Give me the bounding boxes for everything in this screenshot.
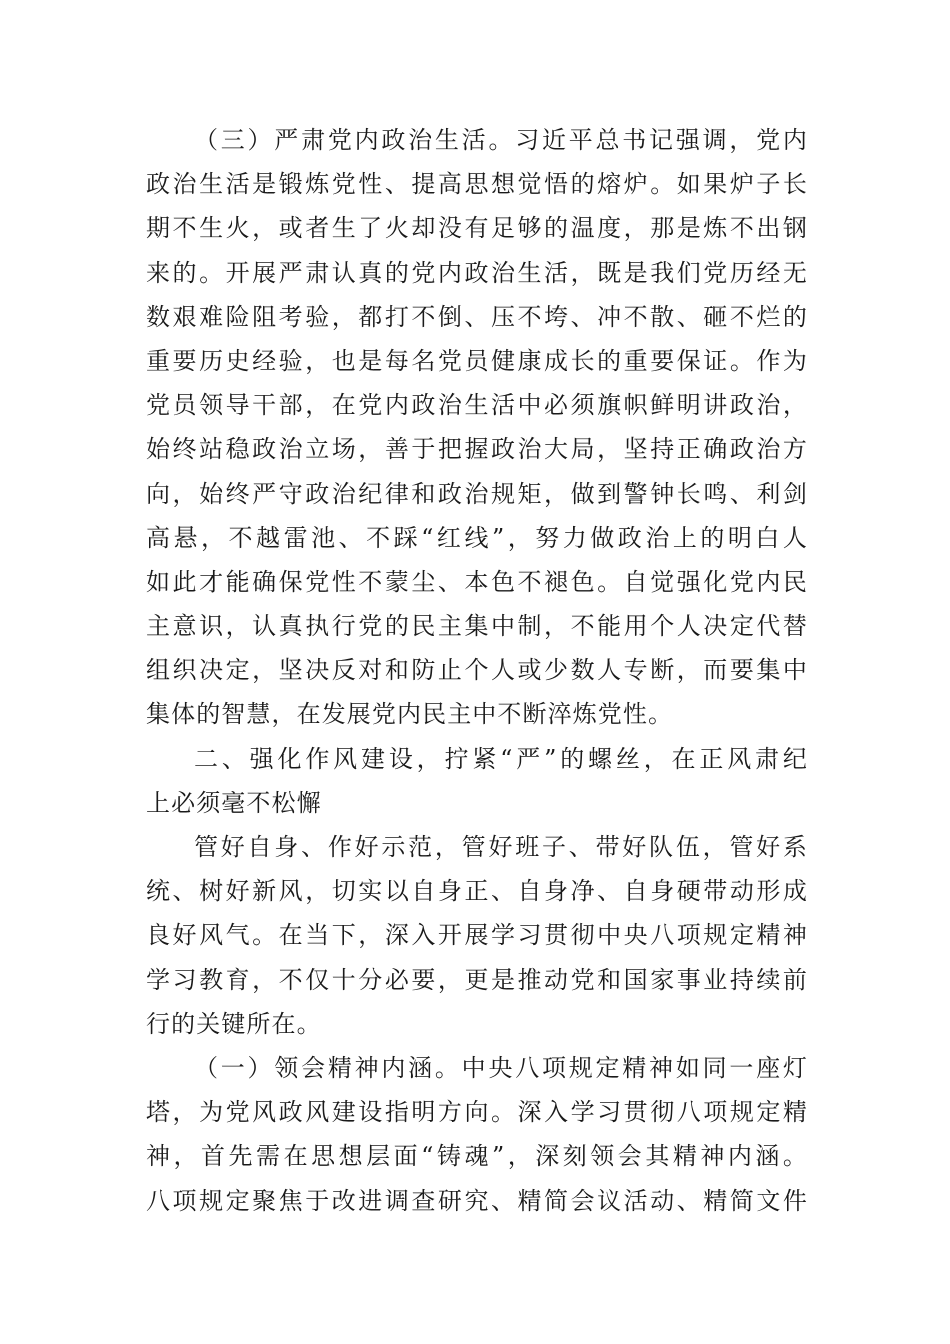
- text-line: 高悬，不越雷池、不踩“红线”，努力做政治上的明白人: [146, 523, 808, 552]
- text-line: 期不生火，或者生了火却没有足够的温度，那是炼不出钢: [146, 214, 808, 243]
- text-line: 神，首先需在思想层面“铸魂”，深刻领会其精神内涵。: [146, 1142, 808, 1171]
- text-line: 集体的智慧，在发展党内民主中不断淬炼党性。: [146, 700, 674, 729]
- text-line: （一）领会精神内涵。中央八项规定精神如同一座灯: [194, 1053, 808, 1082]
- text-line: 统、树好新风，切实以自身正、自身净、自身硬带动形成: [146, 877, 808, 906]
- text-line: 数艰难险阻考验，都打不倒、压不垮、冲不散、砸不烂的: [146, 302, 808, 331]
- document-body: [146, 118, 808, 1223]
- text-line: 党员领导干部，在党内政治生活中必须旗帜鲜明讲政治，: [146, 391, 808, 420]
- text-line: 来的。开展严肃认真的党内政治生活，既是我们党历经无: [146, 258, 808, 287]
- text-line: 政治生活是锻炼党性、提高思想觉悟的熔炉。如果炉子长: [146, 170, 808, 199]
- text-line: 如此才能确保党性不蒙尘、本色不褪色。自觉强化党内民: [146, 567, 808, 596]
- text-line: 始终站稳政治立场，善于把握政治大局，坚持正确政治方: [146, 435, 808, 464]
- text-line: 塔，为党风政风建设指明方向。深入学习贯彻八项规定精: [146, 1098, 808, 1127]
- text-line: 上必须毫不松懈: [146, 788, 322, 817]
- text-line: 管好自身、作好示范，管好班子、带好队伍，管好系: [194, 833, 808, 861]
- text-line: 八项规定聚焦于改进调查研究、精简会议活动、精简文件: [146, 1186, 808, 1215]
- text-line: 行的关键所在。: [146, 1009, 322, 1038]
- text-line: 向，始终严守政治纪律和政治规矩，做到警钟长鸣、利剑: [146, 479, 808, 508]
- text-line: （三）严肃党内政治生活。习近平总书记强调，党内: [194, 126, 808, 154]
- text-line: 良好风气。在当下，深入开展学习贯彻中央八项规定精神: [146, 921, 808, 950]
- text-line: 二、强化作风建设，拧紧“严”的螺丝，在正风肃纪: [194, 744, 808, 773]
- text-line: 组织决定，坚决反对和防止个人或少数人专断，而要集中: [146, 656, 808, 685]
- text-line: 重要历史经验，也是每名党员健康成长的重要保证。作为: [146, 346, 808, 375]
- text-line: 主意识，认真执行党的民主集中制，不能用个人决定代替: [146, 612, 808, 641]
- text-line: 学习教育，不仅十分必要，更是推动党和国家事业持续前: [146, 965, 808, 994]
